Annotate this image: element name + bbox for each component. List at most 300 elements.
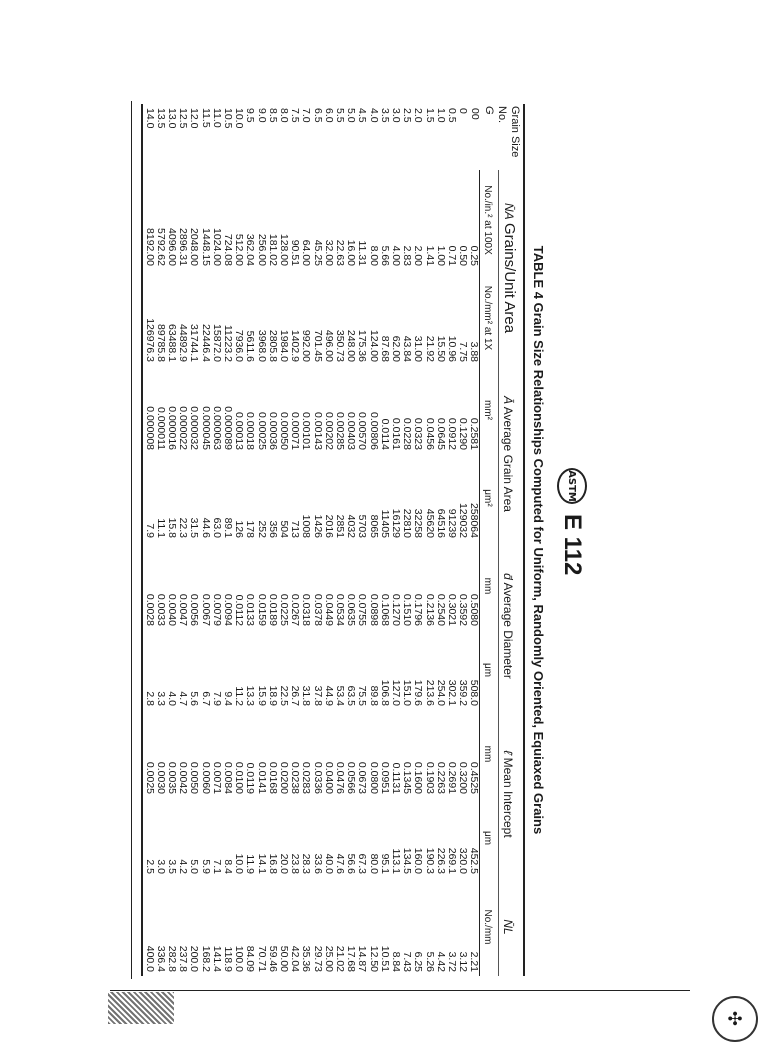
value-cell: 0.0168 — [266, 761, 279, 795]
unit-nl-mm: No./mm — [480, 878, 498, 976]
value-cell: 2.83 — [401, 245, 414, 266]
value-cell: 4032 — [345, 514, 358, 538]
table-row — [379, 104, 390, 976]
value-cell: 12.50 — [367, 945, 380, 973]
value-cell: 126976.3 — [142, 270, 154, 366]
value-cell: 95.1 — [378, 853, 391, 875]
value-cell: 0.0566 — [345, 761, 358, 795]
footer-rule — [110, 990, 690, 991]
table-row — [244, 104, 255, 976]
value-cell: 0.0951 — [378, 761, 391, 795]
value-cell: 8065 — [367, 514, 380, 538]
value-cell: 113.1 — [390, 848, 403, 875]
value-cell: 504 — [278, 520, 291, 538]
value-cell: 0.000063 — [210, 406, 223, 450]
group-header-row — [498, 104, 524, 976]
value-cell: 31.5 — [188, 517, 201, 538]
value-cell: 0.2581 — [468, 417, 481, 450]
table-row — [412, 104, 423, 976]
value-cell: 0.0084 — [222, 761, 235, 795]
value-cell: 160.0 — [412, 847, 425, 875]
value-cell: 9.4 — [222, 691, 235, 707]
value-cell: 1984.0 — [278, 329, 291, 362]
value-cell: 21.02 — [334, 945, 347, 973]
left-margin-rule — [131, 101, 132, 979]
value-cell: 0.0056 — [188, 593, 201, 626]
nl-header: N̄L — [498, 878, 524, 976]
value-cell: 35.36 — [300, 945, 313, 973]
grain-size-cell: 13.5 — [154, 108, 167, 129]
value-cell: 0.0378 — [311, 593, 324, 626]
value-cell: 23.8 — [289, 853, 302, 875]
value-cell: 3.5 — [166, 859, 179, 875]
rotated-page-content — [135, 100, 595, 980]
value-cell: 15872.0 — [210, 324, 223, 362]
value-cell: 5703 — [356, 514, 369, 538]
value-cell: 2.8 — [142, 630, 154, 710]
value-cell: 0.71 — [446, 245, 459, 266]
grain-size-table — [141, 104, 525, 976]
value-cell: 0.0028 — [142, 542, 154, 630]
value-cell: 67.3 — [356, 853, 369, 875]
value-cell: 84.09 — [244, 945, 257, 973]
value-cell: 0.0033 — [154, 593, 167, 626]
value-cell: 508.0 — [468, 679, 481, 707]
grain-size-cell: 9.0 — [255, 108, 268, 123]
value-cell: 0.0161 — [390, 417, 403, 450]
value-cell: 0.000008 — [142, 366, 154, 454]
value-cell: 134.5 — [401, 847, 414, 875]
value-cell: 0.0534 — [334, 593, 347, 626]
value-cell: 0.3021 — [446, 593, 459, 626]
grain-size-cell: 10.5 — [222, 108, 235, 129]
value-cell: 2.00 — [412, 245, 425, 266]
unit-int-um: μm — [480, 798, 498, 878]
table-body — [142, 104, 480, 976]
grain-size-cell: 7.5 — [289, 108, 302, 123]
table-row — [278, 104, 289, 976]
value-cell: 11223.2 — [222, 324, 235, 362]
value-cell: 0.000045 — [199, 406, 212, 450]
value-cell: 362.04 — [244, 233, 257, 266]
value-cell: 32258 — [412, 508, 425, 538]
value-cell: 15.8 — [166, 517, 179, 538]
value-cell: 226.3 — [434, 847, 447, 875]
value-cell: 0.0898 — [367, 593, 380, 626]
value-cell: 0.000011 — [154, 406, 167, 450]
grain-size-cell: 6.0 — [322, 108, 335, 123]
value-cell: 80.0 — [367, 853, 380, 875]
value-cell: 0.3200 — [457, 761, 470, 795]
value-cell: 2.21 — [468, 951, 481, 973]
value-cell: 0.0035 — [166, 761, 179, 795]
value-cell: 10.51 — [378, 945, 391, 973]
value-cell: 44.6 — [199, 517, 212, 538]
value-cell: 237.8 — [177, 945, 190, 973]
table-row — [233, 104, 244, 976]
value-cell: 0.0238 — [289, 761, 302, 795]
value-cell: 11.1 — [154, 518, 167, 538]
value-cell: 53.4 — [334, 685, 347, 707]
unit-na-mm2: No./mm² at 1X — [480, 270, 498, 366]
value-cell: 0.1270 — [390, 593, 403, 626]
table-row — [334, 104, 345, 976]
value-cell: 2.5 — [142, 798, 154, 878]
table-row — [390, 104, 401, 976]
table-row — [211, 104, 222, 976]
value-cell: 28.3 — [300, 853, 313, 875]
value-cell: 0.0189 — [266, 593, 279, 626]
value-cell: 63488.1 — [166, 324, 179, 362]
value-cell: 90.51 — [289, 239, 302, 266]
value-cell: 4.2 — [177, 859, 190, 875]
value-cell: 0.1068 — [378, 593, 391, 626]
university-seal-icon: ✣ — [712, 996, 758, 1042]
value-cell: 7.43 — [401, 951, 414, 973]
value-cell: 0.0323 — [412, 417, 425, 450]
value-cell: 5.9 — [199, 859, 212, 875]
value-cell: 29.73 — [311, 945, 324, 973]
value-cell: 15.50 — [434, 335, 447, 362]
grain-size-cell: 10.0 — [233, 108, 246, 129]
value-cell: 0.0079 — [210, 593, 223, 626]
value-cell: 0.0071 — [210, 761, 223, 795]
value-cell: 42.04 — [289, 945, 302, 973]
value-cell: 0.00403 — [345, 412, 358, 450]
value-cell: 0.0025 — [142, 710, 154, 798]
value-cell: 22446.4 — [199, 324, 212, 362]
value-cell: 118.9 — [222, 946, 235, 973]
value-cell: 128.00 — [278, 233, 291, 266]
value-cell: 5.26 — [423, 951, 436, 973]
value-cell: 1426 — [311, 514, 324, 538]
value-cell: 15.9 — [255, 685, 268, 707]
grain-size-cell: 0 — [457, 108, 470, 114]
table-row — [155, 104, 166, 976]
value-cell: 0.1903 — [423, 761, 436, 795]
table-row — [188, 104, 199, 976]
value-cell: 1.41 — [423, 245, 436, 266]
value-cell: 0.0047 — [177, 593, 190, 626]
value-cell: 89.1 — [222, 517, 235, 538]
value-cell: 0.0119 — [244, 762, 257, 795]
value-cell: 190.3 — [423, 847, 436, 875]
value-cell: 359.2 — [457, 679, 470, 707]
value-cell: 269.1 — [446, 847, 459, 875]
value-cell: 0.000016 — [166, 406, 179, 450]
value-cell: 0.0159 — [255, 593, 268, 626]
value-cell: 256.00 — [255, 233, 268, 266]
value-cell: 2805.8 — [266, 329, 279, 362]
value-cell: 1448.15 — [199, 228, 212, 266]
table-row — [199, 104, 210, 976]
value-cell: 0.0094 — [222, 593, 235, 626]
value-cell: 0.000022 — [177, 406, 190, 450]
average-diameter-header: d̄ Average Diameter — [498, 542, 524, 710]
value-cell: 3.0 — [154, 859, 167, 875]
value-cell: 0.0283 — [300, 761, 313, 795]
value-cell: 4096.00 — [166, 228, 179, 266]
value-cell: 350.73 — [334, 329, 347, 362]
value-cell: 44892.9 — [177, 324, 190, 362]
value-cell: 0.000089 — [222, 406, 235, 450]
mean-intercept-header: ℓ̄ Mean Intercept — [498, 710, 524, 878]
value-cell: 0.50 — [457, 245, 470, 266]
value-cell: 0.00036 — [266, 412, 279, 450]
value-cell: 0.2136 — [423, 593, 436, 626]
value-cell: 0.1131 — [390, 762, 403, 795]
table-row — [222, 104, 233, 976]
value-cell: 62.00 — [390, 335, 403, 362]
standard-id: E 112 — [559, 514, 586, 576]
table-row — [300, 104, 311, 976]
value-cell: 5792.62 — [154, 228, 167, 266]
value-cell: 32.00 — [322, 239, 335, 266]
value-cell: 3.88 — [468, 341, 481, 362]
value-cell: 282.8 — [166, 945, 179, 973]
value-cell: 8.00 — [367, 245, 380, 266]
value-cell: 452.5 — [468, 847, 481, 875]
value-cell: 26.7 — [289, 685, 302, 707]
value-cell: 0.0228 — [401, 417, 414, 450]
table-row — [267, 104, 278, 976]
value-cell: 20.0 — [278, 853, 291, 875]
value-cell: 16129 — [390, 508, 403, 538]
value-cell: 14.1 — [255, 853, 268, 875]
footer-texture-image — [108, 992, 174, 1024]
value-cell: 63.5 — [345, 685, 358, 707]
grain-size-cell: 3.5 — [378, 108, 391, 123]
grain-size-cell: 6.5 — [311, 108, 324, 123]
unit-header-row — [480, 104, 498, 976]
grain-size-header: Grain Size No. G — [480, 104, 524, 170]
value-cell: 11.9 — [244, 854, 257, 875]
value-cell: 22810 — [401, 508, 414, 538]
value-cell: 0.0336 — [311, 761, 324, 795]
value-cell: 59.46 — [266, 945, 279, 973]
grain-size-cell: 9.5 — [244, 108, 257, 123]
value-cell: 1402.9 — [289, 329, 302, 362]
value-cell: 22.5 — [278, 685, 291, 707]
value-cell: 0.0476 — [334, 761, 347, 795]
value-cell: 213.6 — [423, 679, 436, 707]
value-cell: 75.5 — [356, 685, 369, 707]
value-cell: 0.0100 — [233, 761, 246, 795]
value-cell: 87.68 — [378, 335, 391, 362]
value-cell: 992.00 — [300, 329, 313, 362]
value-cell: 10.96 — [446, 335, 459, 362]
value-cell: 0.00025 — [255, 412, 268, 450]
value-cell: 0.3592 — [457, 593, 470, 626]
average-grain-area-header: Ā Average Grain Area — [498, 366, 524, 542]
astm-logo — [557, 468, 587, 504]
value-cell: 0.0114 — [378, 418, 391, 450]
value-cell: 254.0 — [434, 679, 447, 707]
value-cell: 0.0060 — [199, 761, 212, 795]
table-caption: TABLE 4 Grain Size Relationships Computed for Uniform, Randomly Oriented, Equiaxed Grains — [531, 245, 546, 835]
value-cell: 31.00 — [412, 335, 425, 362]
value-cell: 22.63 — [334, 239, 347, 266]
value-cell: 4.7 — [177, 691, 190, 707]
value-cell: 0.00018 — [244, 412, 257, 450]
value-cell: 0.1510 — [401, 593, 414, 626]
unit-area-mm2: mm² — [480, 366, 498, 454]
value-cell: 127.0 — [390, 679, 403, 707]
value-cell: 178 — [244, 520, 257, 538]
value-cell: 2016 — [322, 514, 335, 538]
value-cell: 31744.1 — [188, 324, 201, 362]
value-cell: 7.1 — [210, 859, 223, 875]
grain-size-cell: 13.0 — [166, 108, 179, 129]
value-cell: 5611.6 — [244, 330, 257, 362]
value-cell: 0.25 — [468, 245, 481, 266]
grain-size-cell: 7.0 — [300, 108, 313, 123]
value-cell: 89.8 — [367, 685, 380, 707]
value-cell: 181.02 — [266, 233, 279, 266]
value-cell: 13.3 — [244, 685, 257, 707]
value-cell: 7936.0 — [233, 329, 246, 362]
value-cell: 7.9 — [142, 454, 154, 542]
value-cell: 63.0 — [210, 517, 223, 538]
value-cell: 0.00285 — [334, 412, 347, 450]
table-row — [142, 104, 154, 976]
value-cell: 25.00 — [322, 945, 335, 973]
value-cell: 0.0042 — [177, 761, 190, 795]
value-cell: 8192.00 — [142, 170, 154, 270]
value-cell: 21.92 — [423, 335, 436, 362]
value-cell: 3.12 — [457, 951, 470, 973]
value-cell: 0.5080 — [468, 593, 481, 626]
value-cell: 320.0 — [457, 847, 470, 875]
value-cell: 89785.8 — [154, 324, 167, 362]
grain-size-cell: 12.5 — [177, 108, 190, 129]
value-cell: 0.0449 — [322, 593, 335, 626]
value-cell: 0.0645 — [434, 417, 447, 450]
value-cell: 0.00143 — [311, 412, 324, 450]
value-cell: 151.0 — [401, 679, 414, 707]
value-cell: 17.68 — [345, 945, 358, 973]
value-cell: 0.00202 — [322, 412, 335, 450]
value-cell: 175.36 — [356, 329, 369, 362]
value-cell: 0.0067 — [199, 593, 212, 626]
value-cell: 0.1345 — [401, 761, 414, 795]
value-cell: 0.0673 — [356, 761, 369, 795]
grain-size-cell: 12.0 — [188, 108, 201, 129]
unit-area-um2: μm² — [480, 454, 498, 542]
value-cell: 8.84 — [390, 951, 403, 973]
value-cell: 4.42 — [434, 951, 447, 973]
value-cell: 11.31 — [356, 240, 369, 266]
value-cell: 3.72 — [446, 951, 459, 973]
table-row — [423, 104, 434, 976]
value-cell: 37.8 — [311, 685, 324, 707]
value-cell: 3968.0 — [255, 329, 268, 362]
grain-size-cell: 1.5 — [423, 108, 436, 123]
value-cell: 0.0040 — [166, 593, 179, 626]
table-row — [401, 104, 412, 976]
value-cell: 33.6 — [311, 853, 324, 875]
table-row — [457, 104, 468, 976]
value-cell: 6.7 — [199, 691, 212, 707]
value-cell: 11.2 — [233, 686, 246, 707]
value-cell: 18.9 — [266, 685, 279, 707]
value-cell: 16.8 — [266, 853, 279, 875]
value-cell: 91239 — [446, 508, 459, 538]
table-row — [323, 104, 334, 976]
value-cell: 64516 — [434, 508, 447, 538]
table-row — [435, 104, 446, 976]
value-cell: 258064 — [468, 502, 481, 538]
grain-size-cell: 2.0 — [412, 108, 425, 123]
grain-size-cell: 14.0 — [142, 104, 154, 170]
value-cell: 336.4 — [154, 945, 167, 973]
table-row — [367, 104, 378, 976]
table-row — [356, 104, 367, 976]
value-cell: 302.1 — [446, 679, 459, 707]
grain-size-cell: 11.0 — [210, 108, 223, 128]
value-cell: 400.0 — [142, 878, 154, 976]
value-cell: 0.0112 — [233, 594, 246, 626]
table-row — [177, 104, 188, 976]
value-cell: 2896.31 — [177, 228, 190, 266]
value-cell: 0.2691 — [446, 761, 459, 795]
document-header — [549, 100, 595, 980]
grains-per-area-header: N̄A Grains/Unit Area — [498, 170, 524, 366]
value-cell: 356 — [266, 520, 279, 538]
value-cell: 6.25 — [412, 951, 425, 973]
value-cell: 0.00570 — [356, 412, 369, 450]
value-cell: 45.25 — [311, 239, 324, 266]
value-cell: 124.00 — [367, 329, 380, 362]
value-cell: 0.0800 — [367, 761, 380, 795]
value-cell: 1024.00 — [210, 228, 223, 266]
value-cell: 7.75 — [457, 341, 470, 362]
table-row — [345, 104, 356, 976]
value-cell: 4.00 — [390, 245, 403, 266]
value-cell: 2851 — [334, 514, 347, 538]
grain-size-cell: 2.5 — [401, 108, 414, 123]
value-cell: 56.6 — [345, 853, 358, 875]
grain-size-cell: 4.0 — [367, 108, 380, 123]
value-cell: 126 — [233, 520, 246, 538]
value-cell: 0.0318 — [300, 593, 313, 626]
value-cell: 1.00 — [434, 245, 447, 266]
value-cell: 50.00 — [278, 945, 291, 973]
value-cell: 0.0200 — [278, 761, 291, 795]
value-cell: 0.2263 — [434, 761, 447, 795]
value-cell: 141.4 — [210, 945, 223, 973]
value-cell: 47.6 — [334, 853, 347, 875]
value-cell: 0.2540 — [434, 593, 447, 626]
value-cell: 0.0050 — [188, 761, 201, 795]
value-cell: 22.3 — [177, 517, 190, 538]
value-cell: 10.0 — [233, 853, 246, 875]
value-cell: 0.00071 — [289, 412, 302, 450]
grain-size-cell: 5.5 — [334, 108, 347, 123]
value-cell: 129032 — [457, 502, 470, 538]
logo-text: ASTM — [566, 470, 578, 502]
table-row — [446, 104, 457, 976]
unit-int-mm: mm — [480, 710, 498, 798]
grain-size-cell: 0.5 — [446, 108, 459, 123]
value-cell: 7.9 — [210, 691, 223, 707]
value-cell: 2048.00 — [188, 228, 201, 266]
grain-size-cell: 4.5 — [356, 108, 369, 123]
value-cell: 70.71 — [255, 945, 268, 973]
value-cell: 64.00 — [300, 239, 313, 266]
value-cell: 701.45 — [311, 329, 324, 362]
value-cell: 3.3 — [154, 691, 167, 707]
